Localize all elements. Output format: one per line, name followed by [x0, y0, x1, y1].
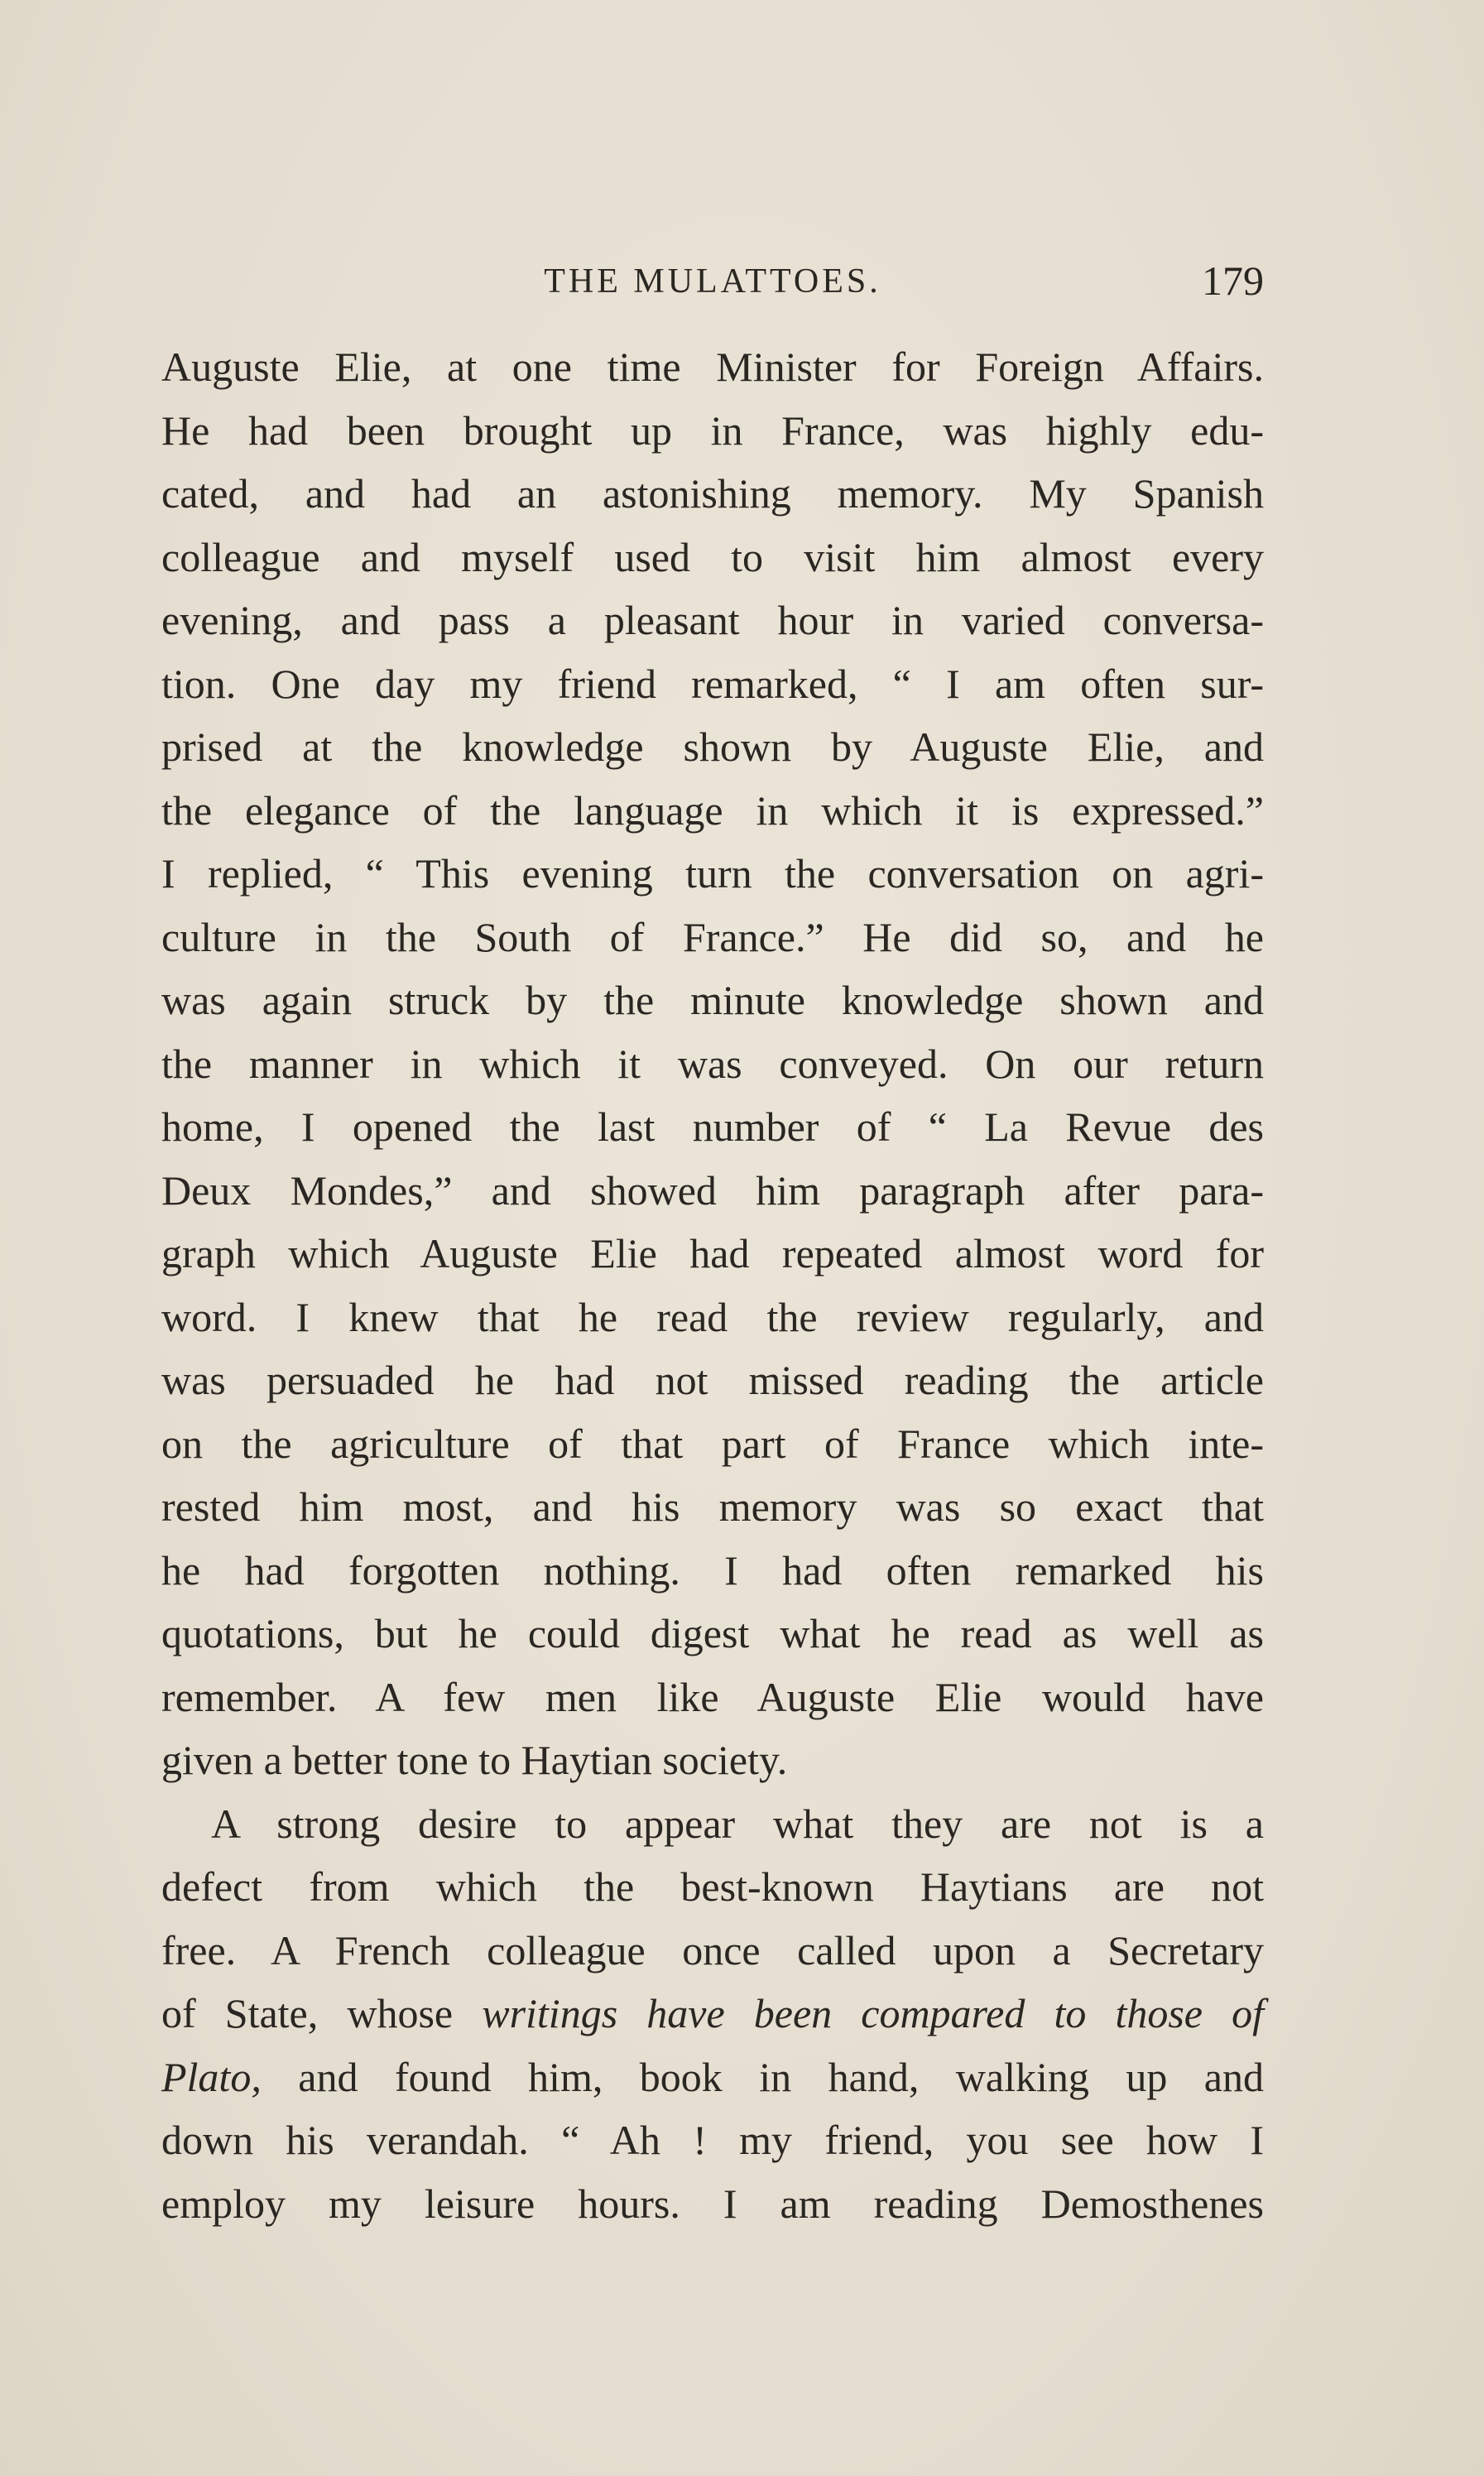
text-line: Deux Mondes,” and showed him paragraph after para-	[161, 1166, 1264, 1214]
italic-text: Plato,	[161, 2053, 262, 2100]
text-line: evening, and pass a pleasant hour in varied conversa-	[161, 597, 1264, 643]
italic-text: writings have been compared to those of	[482, 1990, 1264, 2036]
text-line: I replied, “ This evening turn the conversation on agri-	[161, 850, 1264, 897]
running-title: THE MULATTOES.	[544, 262, 881, 300]
text-line: home, I opened the last number of “ La Revue des	[161, 1103, 1264, 1150]
running-head	[161, 257, 1264, 306]
text-line: cated, and had an astonishing memory. My Spanish	[161, 470, 1264, 517]
text-line: rested him most, and his memory was so exact that	[161, 1483, 1264, 1530]
text-segment: and found him, book in hand, walking up and	[261, 2053, 1264, 2100]
page-number: 179	[1202, 257, 1264, 304]
text-line: colleague and myself used to visit him almost every	[161, 533, 1264, 580]
body-text	[161, 335, 1264, 2235]
text-line: Auguste Elie, at one time Minister for Foreign Affairs.	[161, 344, 1264, 390]
text-line: graph which Auguste Elie had repeated almost word for	[161, 1230, 1264, 1276]
text-line-with-italic	[161, 1982, 1264, 2046]
text-line: prised at the knowledge shown by Auguste Elie, and	[161, 724, 1264, 770]
text-line: the elegance of the language in which it is expressed.”	[161, 786, 1264, 834]
text-line: free. A French colleague once called upon a Secretary	[161, 1926, 1264, 1974]
text-line: tion. One day my friend remarked, “ I am often sur-	[161, 660, 1264, 707]
text-segment: of State, whose	[161, 1990, 483, 2036]
text-line: down his verandah. “ Ah ! my friend, you see how I	[161, 2117, 1264, 2163]
text-line: given a better tone to Haytian society.	[161, 1737, 788, 1783]
text-line: employ my leisure hours. I am reading Demosthenes	[161, 2180, 1264, 2227]
text-line: He had been brought up in France, was highly edu-	[161, 406, 1264, 454]
text-line: quotations, but he could digest what he read as well as	[161, 1610, 1264, 1656]
text-line: word. I knew that he read the review regularly, and	[161, 1293, 1264, 1340]
text-line: was persuaded he had not missed reading the article	[161, 1357, 1264, 1403]
text-line: he had forgotten nothing. I had often remarked his	[161, 1546, 1264, 1594]
text-line: on the agriculture of that part of France which inte-	[161, 1420, 1264, 1467]
text-line: A strong desire to appear what they are not is a	[211, 1800, 1264, 1847]
text-line-with-italic	[161, 2046, 1264, 2109]
text-line: remember. A few men like Auguste Elie would have	[161, 1673, 1264, 1720]
text-line: was again struck by the minute knowledge shown and	[161, 977, 1264, 1023]
text-line: culture in the South of France.” He did so, and he	[161, 913, 1264, 960]
text-line: defect from which the best-known Haytians are not	[161, 1863, 1264, 1910]
text-line: the manner in which it was conveyed. On our return	[161, 1040, 1264, 1087]
